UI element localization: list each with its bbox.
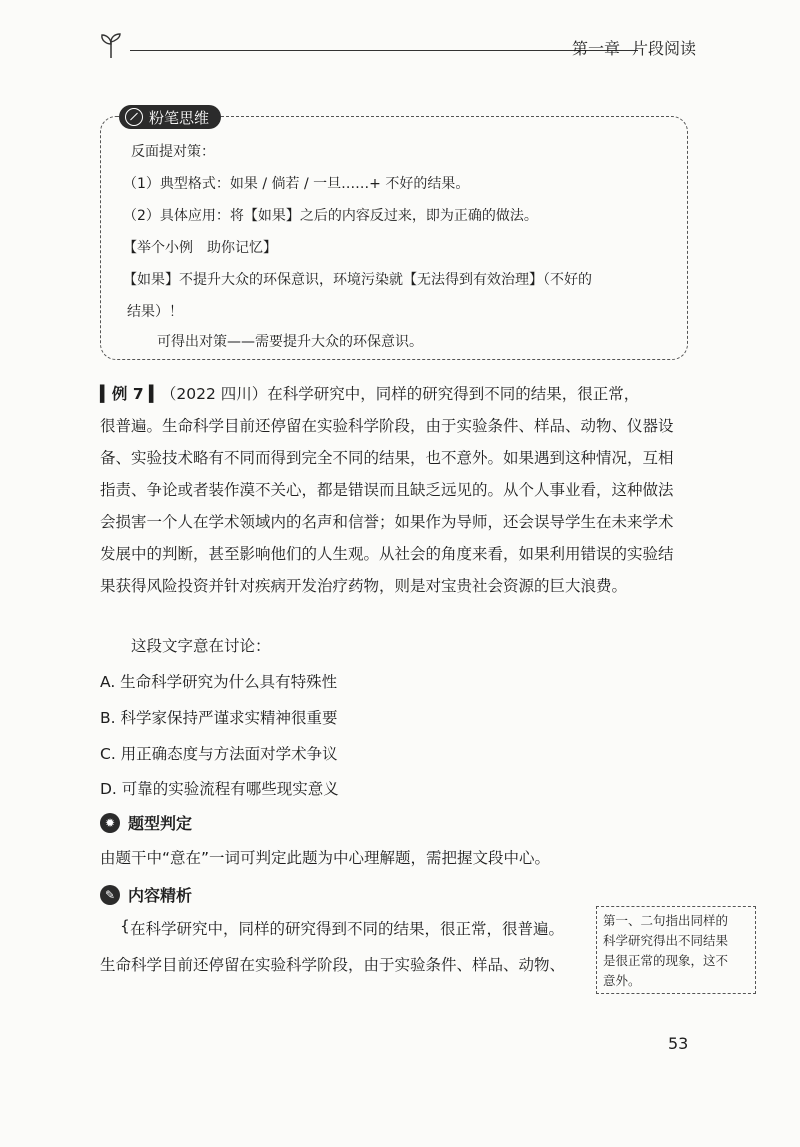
tip-line: 【如果】不提升大众的环保意识，环境污染就【无法得到有效治理】（不好的	[123, 272, 592, 288]
analysis-section-label: 内容精析	[128, 886, 193, 905]
type-section-label: 题型判定	[128, 814, 193, 833]
chapter-number: 第一章	[571, 39, 620, 58]
option-a: A. 生命科学研究为什么具有特殊性	[100, 673, 338, 691]
bulb-icon: ✹	[100, 813, 120, 833]
analysis-bracket: {	[120, 917, 130, 935]
tip-box	[100, 108, 688, 360]
note-line: 第一、二句指出同样的	[603, 913, 729, 928]
example-line: 指责、争论或者装作漠不关心，都是错误而且缺乏远见的。从个人事业看，这种做法	[100, 481, 674, 499]
tip-line: 可得出对策——需要提升大众的环保意识。	[157, 334, 423, 350]
example-line: 会损害一个人在学术领域内的名声和信誉；如果作为导师，还会误导学生在未来学术	[100, 513, 674, 531]
page-header	[96, 28, 696, 68]
pen-icon: ✎	[100, 885, 120, 905]
tip-line: （1）典型格式：如果 / 倘若 / 一旦……+ 不好的结果。	[123, 176, 470, 192]
note-line: 是很正常的现象，这不	[603, 953, 729, 968]
chapter-section: 片段阅读	[631, 39, 696, 58]
type-section-text: 由题干中“意在”一词可判定此题为中心理解题，需把握文段中心。	[100, 849, 551, 867]
tip-line: 反面提对策：	[131, 144, 215, 160]
chapter-title	[560, 36, 696, 59]
analysis-line	[120, 917, 565, 939]
note-line: 科学研究得出不同结果	[603, 933, 729, 948]
option-d: D. 可靠的实验流程有哪些现实意义	[100, 780, 339, 798]
example-line: 很普遍。生命科学目前还停留在实验科学阶段，由于实验条件、样品、动物、仪器设	[100, 417, 674, 435]
example-paragraph	[100, 378, 692, 602]
note-line: 意外。	[603, 973, 641, 988]
option-b: B. 科学家保持严谨求实精神很重要	[100, 709, 338, 727]
tip-box-tag	[119, 105, 221, 129]
tip-line: 【举个小例 助你记忆】	[123, 240, 277, 256]
analysis-line: 生命科学目前还停留在实验科学阶段，由于实验条件、样品、动物、	[100, 956, 566, 974]
example-text: （2022 四川）在科学研究中，同样的研究得到不同的结果，很正常，	[160, 385, 640, 403]
pencil-icon	[125, 108, 143, 126]
tip-box-title: 粉笔思维	[149, 108, 210, 127]
analysis-text: 在科学研究中，同样的研究得到不同的结果，很正常，很普遍。	[130, 920, 565, 938]
page-number: 53	[668, 1034, 689, 1053]
example-line: 果获得风险投资并针对疾病开发治疗药物，则是对宝贵社会资源的巨大浪费。	[100, 577, 628, 595]
type-section-title	[100, 811, 192, 834]
example-line-first	[100, 378, 692, 410]
example-line: 发展中的判断，甚至影响他们的人生观。从社会的角度来看，如果利用错误的实验结	[100, 545, 674, 563]
tip-line: 结果）！	[127, 304, 183, 320]
question-stem: 这段文字意在讨论：	[131, 637, 271, 655]
margin-note	[596, 906, 756, 994]
sprout-icon	[96, 30, 126, 60]
tip-line: （2）具体应用：将【如果】之后的内容反过来，即为正确的做法。	[123, 208, 538, 224]
option-c: C. 用正确态度与方法面对学术争议	[100, 745, 338, 763]
example-tag: ▍例 7 ▍	[100, 385, 161, 403]
analysis-section-title	[100, 883, 192, 906]
example-line: 备、实验技术略有不同而得到完全不同的结果，也不意外。如果遇到这种情况，互相	[100, 449, 674, 467]
